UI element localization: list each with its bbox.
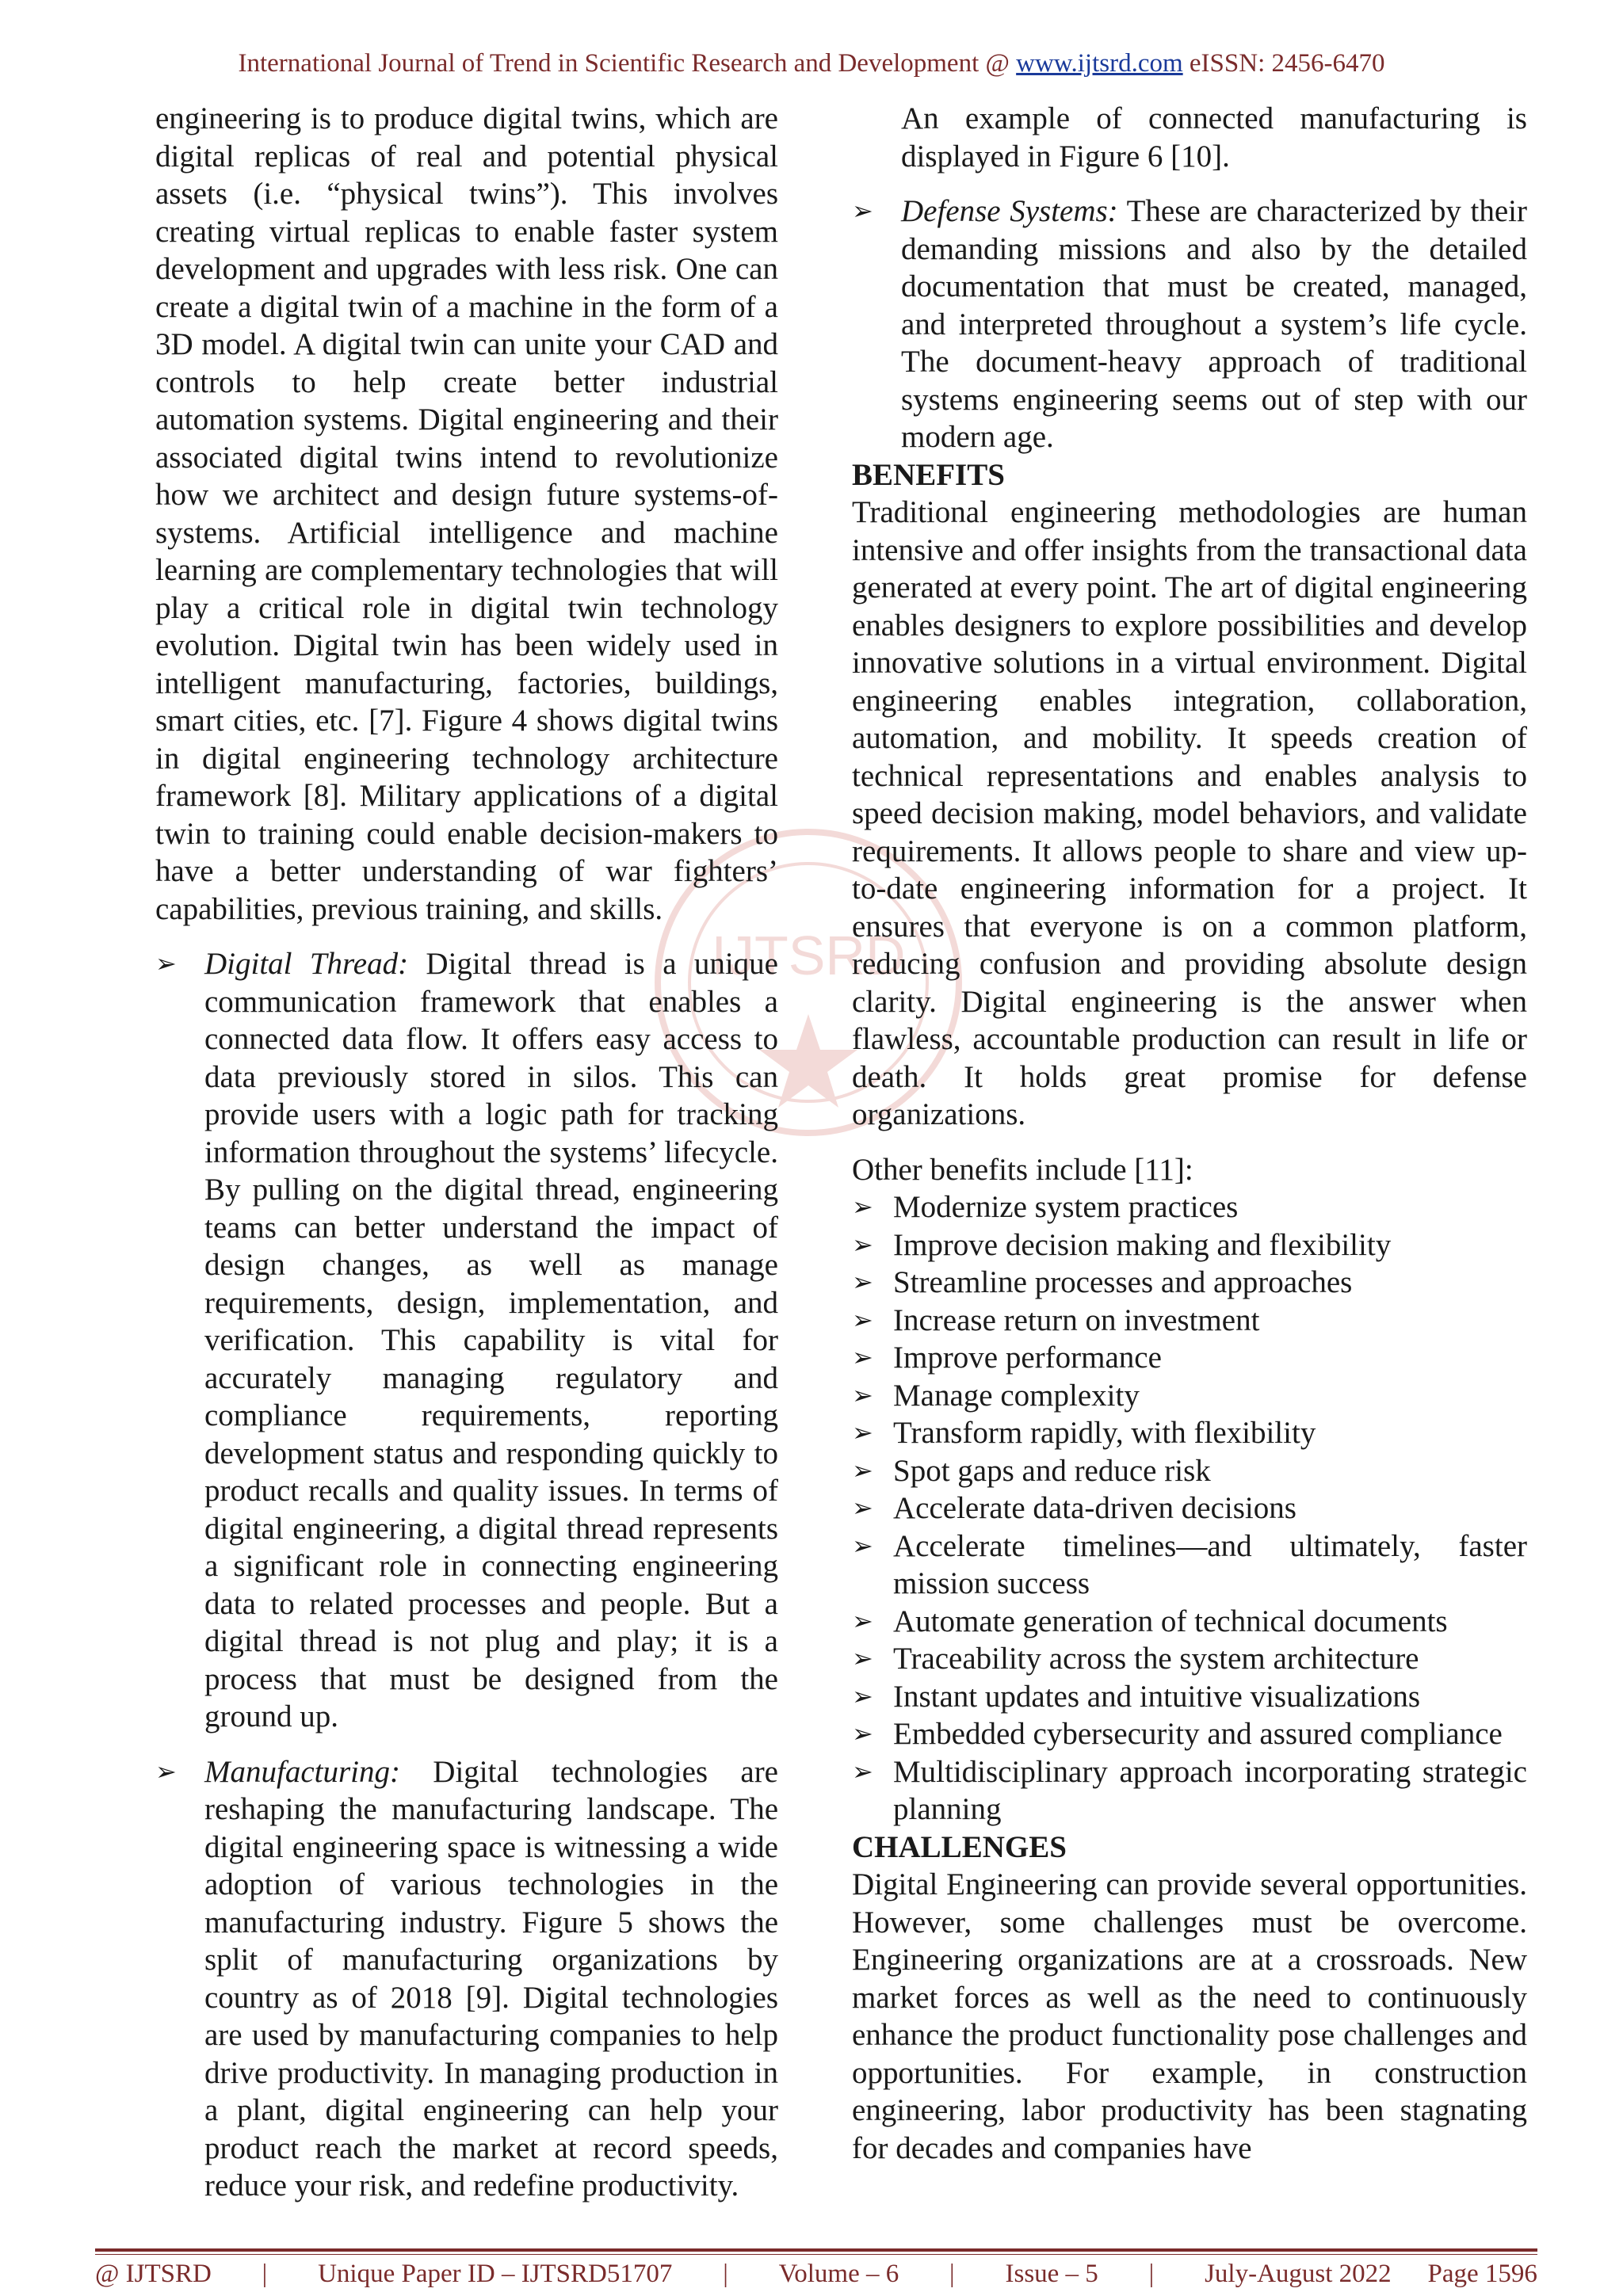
right-column bbox=[852, 100, 1527, 2167]
footer-date: July-August 2022 bbox=[1205, 2260, 1392, 2288]
arrow-bullet-icon: ➢ bbox=[852, 1756, 873, 1786]
footer-volume: Volume – 6 bbox=[778, 2260, 899, 2288]
text-defense-systems: These are characterized by their demanding missions and also by the detailed documentation that must be created, managed, and interpreted throughout a system’s life cycle. The document-heavy approach of traditional systems engineering seems out of step with our modern age. bbox=[901, 194, 1527, 454]
arrow-bullet-icon: ➢ bbox=[155, 1756, 177, 1786]
footer-sep: | bbox=[262, 2260, 268, 2288]
footer-rule-thin bbox=[95, 2254, 1537, 2255]
bullet-manufacturing bbox=[155, 1753, 778, 2205]
footer-sep: | bbox=[723, 2260, 728, 2288]
arrow-bullet-icon: ➢ bbox=[852, 1192, 873, 1221]
arrow-bullet-icon: ➢ bbox=[852, 1681, 873, 1711]
list-item: ➢ Accelerate timelines—and ultimately, faster mission success bbox=[852, 1528, 1527, 1600]
running-footer bbox=[95, 2260, 1537, 2289]
arrow-bullet-icon: ➢ bbox=[852, 1343, 873, 1371]
arrow-bullet-icon: ➢ bbox=[852, 1455, 873, 1485]
bullet-defense-systems bbox=[852, 193, 1527, 456]
list-item: ➢ Transform rapidly, with flexibility bbox=[852, 1414, 1527, 1452]
other-benefits-intro: Other benefits include [11]: bbox=[852, 1152, 1193, 1187]
arrow-bullet-icon: ➢ bbox=[852, 196, 873, 225]
arrow-bullet-icon: ➢ bbox=[852, 1531, 873, 1560]
journal-url-link[interactable]: www.ijtsrd.com bbox=[1016, 49, 1183, 78]
paragraph-benefits: Traditional engineering methodologies are human intensive and offer insights from the transactional data generated at every point. The art of digital engineering enables designers to explore possibilities and develop innovative solutions in a virtual environment. Digital engineering enables integration, collaboration, automation, and mobility. It speeds creation of technical representations and enables analysis to speed decision making, model behaviors, and validate requirements. It allows people to share and view up-to-date engineering information for a project. It ensures that everyone is on a common platform, reducing confusion and providing absolute design clarity. Digital engineering is the answer when flawless, accountable production can result in life or death. It holds great promise for defense organizations. bbox=[852, 495, 1527, 1131]
list-item: ➢ Manage complexity bbox=[852, 1377, 1527, 1415]
eissn: eISSN: 2456-6470 bbox=[1182, 49, 1385, 78]
term-manufacturing: Manufacturing: bbox=[204, 1754, 400, 1789]
text-digital-thread: Digital thread is a unique communication framework that enables a connected data flow. It offers easy access to data previously stored in silos. This can provide users with a logic path for tracking information throughout the systems’ lifecycle. By pulling on the digital thread, engineering teams can better understand the impact of design changes, as well as manage requirements, design, implementation, and verification. This capability is vital for accurately managing regulatory and compliance requirements, reporting development status and responding quickly to product recalls and quality issues. In terms of digital engineering, a digital thread represents a significant role in connecting engineering data to related processes and people. But a digital thread is not plug and play; it is a process that must be designed from the ground up. bbox=[204, 947, 778, 1733]
arrow-bullet-icon: ➢ bbox=[852, 1268, 873, 1296]
footer-brand: @ IJTSRD bbox=[95, 2260, 212, 2288]
left-column bbox=[155, 100, 778, 2205]
paragraph-digital-twins: engineering is to produce digital twins, which are digital replicas of real and potential physical assets (i.e. “physical twins”). This involves creating virtual replicas to enable faster system development and upgrades with less risk. One can create a digital twin of a machine in the form of a 3D model. A digital twin can unite your CAD and controls to help create better industrial automation systems. Digital engineering and their associated digital twins intend to revolutionize how we architect and design future systems-of-systems. Artificial intelligence and machine learning are complementary technologies that will play a critical role in digital twin technology evolution. Digital twin has been widely used in intelligent manufacturing, factories, buildings, smart cities, etc. [7]. Figure 4 shows digital twins in digital engineering technology architecture framework [8]. Military applications of a digital twin to training could enable decision-makers to have a better understanding of war fighters’ capabilities, previous training, and skills. bbox=[155, 101, 778, 926]
list-item: ➢ Multidisciplinary approach incorporating strategic planning bbox=[852, 1754, 1527, 1826]
footer-rule-thick bbox=[95, 2248, 1537, 2252]
arrow-bullet-icon: ➢ bbox=[852, 1606, 873, 1635]
running-header bbox=[0, 49, 1623, 78]
arrow-bullet-icon: ➢ bbox=[852, 1493, 873, 1522]
arrow-bullet-icon: ➢ bbox=[852, 1380, 873, 1409]
paragraph-connected-manufacturing: An example of connected manufacturing is displayed in Figure 6 [10]. bbox=[901, 101, 1527, 174]
watermark-text: IJTSRD bbox=[711, 925, 906, 986]
heading-benefits: BENEFITS bbox=[852, 457, 1005, 492]
footer-issue: Issue – 5 bbox=[1005, 2260, 1098, 2288]
term-defense-systems: Defense Systems: bbox=[901, 194, 1118, 228]
footer-page: Page 1596 bbox=[1427, 2260, 1537, 2288]
list-item: ➢ Embedded cybersecurity and assured compliance bbox=[852, 1715, 1527, 1753]
paragraph-challenges: Digital Engineering can provide several opportunities. However, some challenges must be overcome. Engineering organizations are at a crossroads. New market forces as well as the need to continuously enhance the product functionality pose challenges and opportunities. For example, in construction engineering, labor productivity has been stagnating for decades and companies have bbox=[852, 1867, 1527, 2165]
list-item: ➢ Spot gaps and reduce risk bbox=[852, 1452, 1527, 1490]
journal-name: International Journal of Trend in Scientific Research and Development @ bbox=[238, 49, 1017, 78]
arrow-bullet-icon: ➢ bbox=[852, 1644, 873, 1672]
list-item: ➢ Increase return on investment bbox=[852, 1302, 1527, 1340]
term-digital-thread: Digital Thread: bbox=[204, 947, 409, 981]
arrow-bullet-icon: ➢ bbox=[852, 1719, 873, 1748]
footer-sep: | bbox=[949, 2260, 955, 2288]
list-item: ➢ Automate generation of technical documents bbox=[852, 1603, 1527, 1641]
arrow-bullet-icon: ➢ bbox=[155, 949, 177, 978]
arrow-bullet-icon: ➢ bbox=[852, 1305, 873, 1334]
arrow-bullet-icon: ➢ bbox=[852, 1418, 873, 1447]
heading-challenges: CHALLENGES bbox=[852, 1829, 1067, 1864]
list-item: ➢ Traceability across the system architecture bbox=[852, 1640, 1527, 1678]
footer-sep: | bbox=[1148, 2260, 1155, 2288]
list-item: ➢ Streamline processes and approaches bbox=[852, 1264, 1527, 1302]
list-item: ➢ Modernize system practices bbox=[852, 1188, 1527, 1226]
text-manufacturing: Digital technologies are reshaping the manufacturing landscape. The digital engineering space is witnessing a wide adoption of various technologies in the manufacturing industry. Figure 5 shows the split of manufacturing organizations by country as of 2018 [9]. Digital technologies are used by manufacturing companies to help drive productivity. In managing production in a plant, digital engineering can help your product reach the market at record speeds, reduce your risk, and redefine productivity. bbox=[204, 1754, 778, 2203]
arrow-bullet-icon: ➢ bbox=[852, 1230, 873, 1259]
list-item: ➢ Instant updates and intuitive visualizations bbox=[852, 1678, 1527, 1716]
list-item: ➢ Improve decision making and flexibility bbox=[852, 1226, 1527, 1264]
benefits-list bbox=[852, 1188, 1527, 1829]
bullet-digital-thread bbox=[155, 945, 778, 1736]
footer-paper-id: Unique Paper ID – IJTSRD51707 bbox=[318, 2260, 673, 2288]
list-item: ➢ Accelerate data-driven decisions bbox=[852, 1489, 1527, 1527]
list-item: ➢ Improve performance bbox=[852, 1339, 1527, 1377]
